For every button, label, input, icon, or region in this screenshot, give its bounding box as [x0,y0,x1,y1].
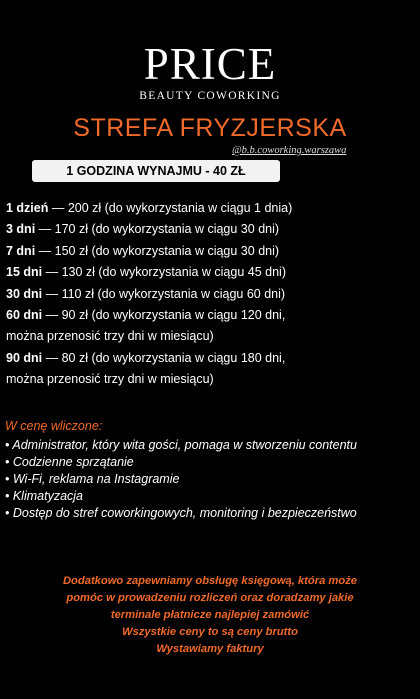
additional-notes [0,573,420,658]
instagram-handle: @b.b.coworking.warszawa [232,145,347,156]
note-line: terminale płatnicze najlepiej zamówić [110,609,310,621]
note-line: Wszystkie ceny to są ceny brutto [122,626,298,638]
included-heading: W cenę wliczone: [5,419,103,433]
price-label: 30 dni [6,286,43,301]
note-line: Dodatkowo zapewniamy obsługę księgową, która może [62,575,358,587]
price-text: — 80 zł (do wykorzystania w ciągu 180 dni, [42,350,286,365]
price-text: — 170 zł (do wykorzystania w ciągu 30 dni) [35,222,280,237]
price-item [6,284,418,305]
price-label: 1 dzień [6,201,49,215]
price-text-continued: można przenosić trzy dni w miesiącu) [6,329,214,344]
included-section [5,418,415,522]
brand-subtitle: BEAUTY COWORKING [139,90,281,102]
included-item: • Wi-Fi, reklama na Instagramie [5,472,180,486]
brand-logo: PRICE [143,39,277,89]
price-text-continued: można przenosić trzy dni w miesiącu) [6,372,214,387]
price-item [6,305,418,348]
price-label: 15 dni [6,265,43,280]
price-text: — 200 zł (do wykorzystania w ciągu 1 dnia) [48,201,293,215]
note-line: Wystawiamy faktury [156,643,264,655]
note-line: pomóc w prowadzeniu rozliczeń oraz doradzamy jakie [66,592,354,604]
included-item: • Codzienne sprzątanie [5,455,134,469]
price-text: — 150 zł (do wykorzystania w ciągu 30 dni) [35,243,280,258]
price-text: — 90 zł (do wykorzystania w ciągu 120 dni, [42,308,286,323]
zone-title: STREFA FRYZJERSKA [73,114,347,142]
price-label: 90 dni [6,350,43,365]
price-item [6,241,418,262]
price-item [6,262,418,283]
price-label: 3 dni [6,222,36,237]
price-text: — 110 zł (do wykorzystania w ciągu 60 dni) [42,286,286,301]
price-text: — 130 zł (do wykorzystania w ciągu 45 dni) [42,265,286,280]
price-item [6,348,418,391]
price-item [6,219,418,240]
price-item [6,198,418,219]
included-item: • Klimatyzacja [5,489,84,503]
price-label: 7 dni [6,243,36,258]
price-label: 60 dni [6,308,43,323]
included-item: • Administrator, który wita gości, pomaga w stworzeniu contentu [5,438,357,452]
included-item: • Dostęp do stref coworkingowych, monitoring i bezpieczeństwo [5,506,357,520]
hourly-rental-badge: 1 GODZINA WYNAJMU - 40 ZŁ [32,160,280,182]
price-list [6,198,418,391]
